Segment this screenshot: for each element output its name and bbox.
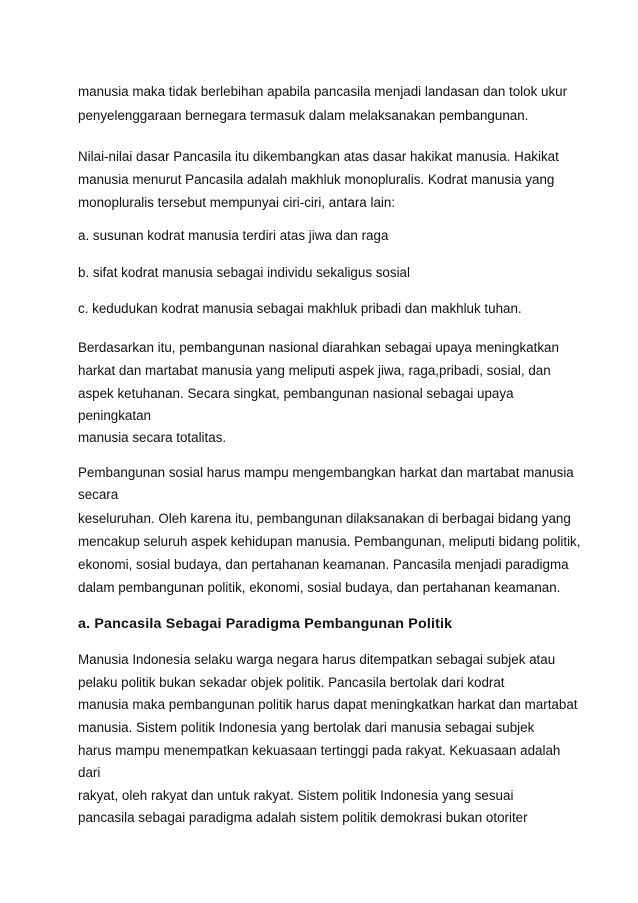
text-line: pelaku politik bukan sekadar objek politik. Pancasila bertolak dari kodrat	[78, 675, 505, 690]
text-line: manusia secara totalitas.	[78, 430, 227, 445]
text-line: harus mampu menempatkan kekuasaan tertinggi pada rakyat. Kekuasaan adalah	[78, 743, 561, 758]
text-line: aspek ketuhanan. Secara singkat, pembangunan nasional sebagai upaya	[78, 386, 514, 401]
text-line: dari	[78, 765, 101, 780]
text-line: Berdasarkan itu, pembangunan nasional diarahkan sebagai upaya meningkatkan	[78, 340, 559, 355]
list-item: c. kedudukan kodrat manusia sebagai makhluk pribadi dan makhluk tuhan.	[78, 301, 522, 316]
text-line: peningkatan	[78, 408, 151, 423]
text-line: Nilai-nilai dasar Pancasila itu dikembangkan atas dasar hakikat manusia. Hakikat	[78, 149, 559, 164]
text-line: manusia maka tidak berlebihan apabila pancasila menjadi landasan dan tolok ukur	[78, 84, 568, 99]
list-item: b. sifat kodrat manusia sebagai individu sekaligus sosial	[78, 265, 410, 280]
list-item: a. susunan kodrat manusia terdiri atas jiwa dan raga	[78, 228, 389, 243]
text-line: dalam pembangunan politik, ekonomi, sosial budaya, dan pertahanan keamanan.	[78, 580, 561, 595]
text-line: harkat dan martabat manusia yang meliputi aspek jiwa, raga,pribadi, sosial, dan	[78, 363, 551, 378]
text-line: manusia menurut Pancasila adalah makhluk monopluralis. Kodrat manusia yang	[78, 172, 555, 187]
text-line: Pembangunan sosial harus mampu mengembangkan harkat dan martabat manusia	[78, 465, 574, 480]
text-line: rakyat, oleh rakyat dan untuk rakyat. Sistem politik Indonesia yang sesuai	[78, 788, 514, 803]
text-line: penyelenggaraan bernegara termasuk dalam melaksanakan pembangunan.	[78, 108, 529, 123]
text-line: manusia maka pembangunan politik harus dapat meningkatkan harkat dan martabat	[78, 697, 578, 712]
text-line: keseluruhan. Oleh karena itu, pembangunan dilaksanakan di berbagai bidang yang	[78, 511, 571, 526]
section-heading: a. Pancasila Sebagai Paradigma Pembangunan Politik	[78, 616, 453, 632]
text-line: secara	[78, 487, 119, 502]
text-line: Manusia Indonesia selaku warga negara harus ditempatkan sebagai subjek atau	[78, 652, 556, 667]
text-line: ekonomi, sosial budaya, dan pertahanan keamanan. Pancasila menjadi paradigma	[78, 557, 569, 572]
text-line: monopluralis tersebut mempunyai ciri-ciri, antara lain:	[78, 195, 396, 210]
text-line: mencakup seluruh aspek kehidupan manusia. Pembangunan, meliputi bidang politik,	[78, 534, 581, 549]
text-line: pancasila sebagai paradigma adalah sistem politik demokrasi bukan otoriter	[78, 810, 528, 825]
text-line: manusia. Sistem politik Indonesia yang bertolak dari manusia sebagai subjek	[78, 720, 535, 735]
